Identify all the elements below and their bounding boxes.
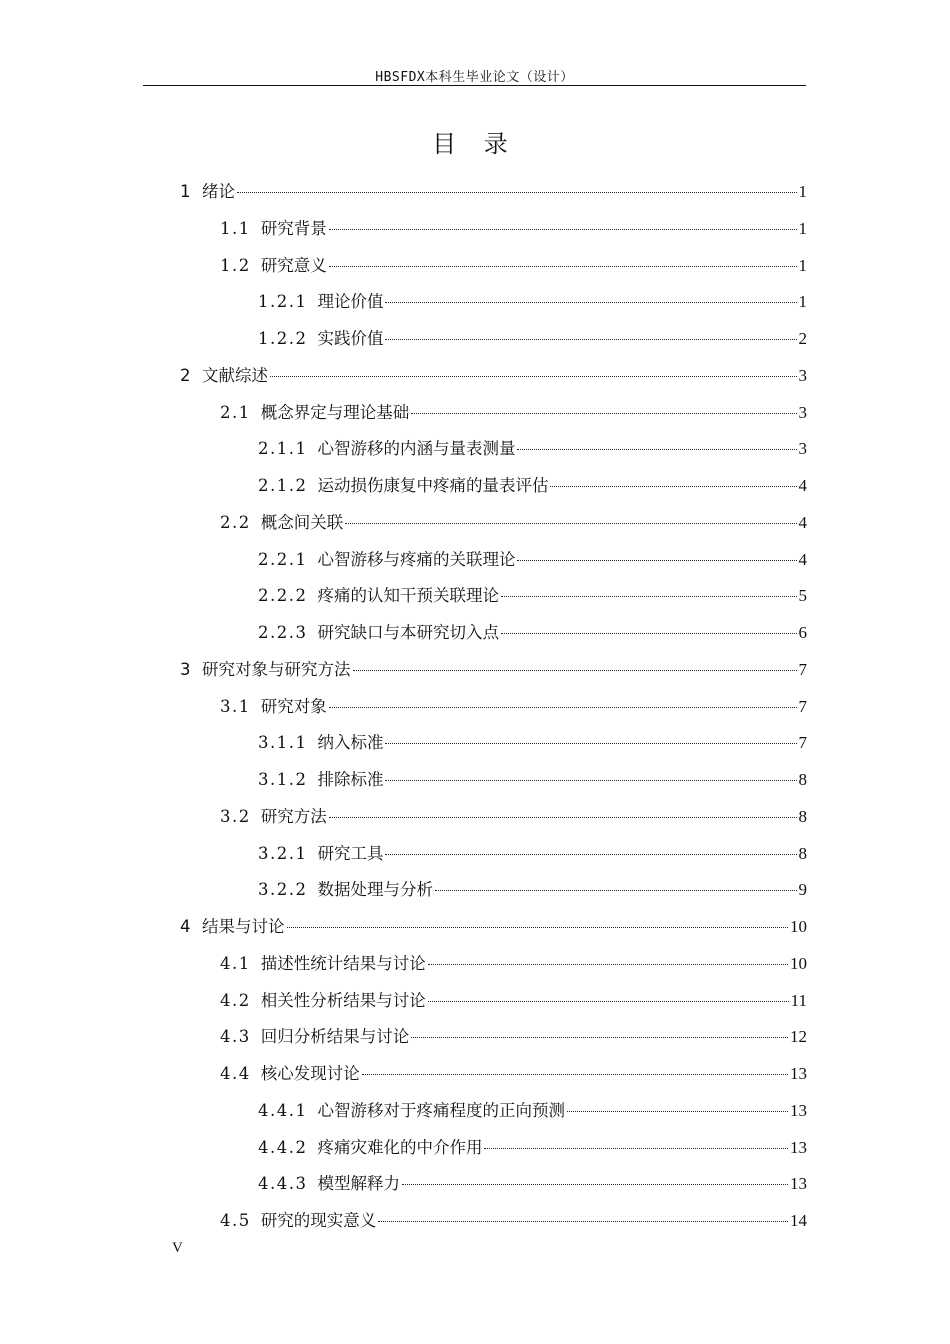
toc-entry-page: 13 xyxy=(790,1100,807,1120)
toc-entry-label xyxy=(258,549,515,571)
toc-entry[interactable] xyxy=(258,879,807,901)
toc-entry-label xyxy=(180,916,285,938)
toc-entry[interactable] xyxy=(258,769,807,791)
toc-entry-page: 10 xyxy=(790,953,807,973)
toc-entry-label xyxy=(180,181,235,203)
toc-entry-title: 心智游移的内涵与量表测量 xyxy=(317,439,516,459)
toc-entry-title: 研究方法 xyxy=(260,806,327,826)
toc-entry-number: 3.1.1 xyxy=(258,733,308,753)
toc-dot-leader xyxy=(237,192,797,193)
toc-dot-leader xyxy=(378,1221,788,1222)
toc-entry-page: 11 xyxy=(790,990,807,1010)
toc-entry-page: 9 xyxy=(798,880,807,900)
toc-entry-number: 4.4 xyxy=(220,1064,251,1083)
toc-entry-page: 8 xyxy=(798,843,807,863)
toc-entry[interactable] xyxy=(180,181,807,203)
toc-entry[interactable] xyxy=(220,1063,807,1085)
toc-entry[interactable] xyxy=(258,1100,807,1122)
toc-entry-page: 4 xyxy=(798,549,807,569)
toc-entry-page: 7 xyxy=(798,696,807,716)
toc-dot-leader xyxy=(428,964,788,965)
toc-entry-number: 2.2.1 xyxy=(258,549,308,569)
toc-entry-number: 3.2 xyxy=(220,806,251,826)
toc-entry-title: 研究对象 xyxy=(260,696,327,716)
toc-dot-leader xyxy=(362,1074,788,1075)
toc-entry-label xyxy=(220,218,327,240)
toc-entry-page: 10 xyxy=(790,917,807,936)
toc-entry-label xyxy=(258,1100,565,1122)
toc-entry[interactable] xyxy=(258,622,807,644)
toc-entry[interactable] xyxy=(220,990,807,1012)
toc-entry-page: 1 xyxy=(798,255,807,275)
toc-entry-title: 纳入标准 xyxy=(317,733,384,753)
toc-entry-title: 概念界定与理论基础 xyxy=(260,402,410,422)
toc-entry-number: 2.1 xyxy=(220,402,251,422)
toc-entry-title: 心智游移与疼痛的关联理论 xyxy=(317,549,516,569)
toc-entry-label xyxy=(220,512,343,534)
toc-entry-number: 1.2.1 xyxy=(258,292,308,312)
toc-entry-number: 4.3 xyxy=(220,1027,251,1047)
toc-entry-title: 描述性统计结果与讨论 xyxy=(260,953,426,973)
toc-entry-number: 2 xyxy=(180,365,192,385)
toc-dot-leader xyxy=(353,670,797,671)
toc-entry[interactable] xyxy=(258,843,807,865)
toc-entry-page: 4 xyxy=(798,476,807,495)
toc-dot-leader xyxy=(287,927,789,928)
toc-dot-leader xyxy=(428,1001,789,1002)
toc-entry-label xyxy=(258,438,515,460)
toc-entry-title: 排除标准 xyxy=(317,770,384,789)
toc-entry[interactable] xyxy=(220,806,807,828)
toc-entry-title: 相关性分析结果与讨论 xyxy=(260,990,426,1010)
toc-entry[interactable] xyxy=(220,1026,807,1048)
toc-entry-number: 4.5 xyxy=(220,1211,251,1230)
toc-entry-number: 2.2.3 xyxy=(258,623,308,642)
toc-entry-title: 理论价值 xyxy=(317,292,384,312)
toc-entry-page: 14 xyxy=(790,1211,807,1230)
toc-entry[interactable] xyxy=(180,659,807,681)
toc-entry-number: 4.4.2 xyxy=(258,1137,308,1157)
toc-title: 目 录 xyxy=(432,130,518,158)
toc-entry-page: 6 xyxy=(798,623,807,642)
toc-entry-number: 2.1.2 xyxy=(258,476,308,495)
toc-dot-leader xyxy=(484,1148,788,1149)
toc-dot-leader xyxy=(550,486,796,487)
toc-entry-label xyxy=(258,585,499,607)
toc-entry-number: 4.2 xyxy=(220,990,251,1010)
toc-entry-number: 1.1 xyxy=(220,218,251,238)
toc-entry[interactable] xyxy=(220,402,807,424)
toc-entry-title: 概念间关联 xyxy=(260,512,344,532)
toc-dot-leader xyxy=(345,523,796,524)
toc-entry-page: 8 xyxy=(798,806,807,826)
toc-entry-number: 3.2.2 xyxy=(258,880,308,900)
toc-dot-leader xyxy=(517,449,796,450)
toc-dot-leader xyxy=(385,780,796,781)
toc-entry-page: 13 xyxy=(790,1064,807,1083)
toc-entry-number: 2.1.1 xyxy=(258,439,308,459)
toc-entry-number: 3 xyxy=(180,659,192,679)
toc-entry-title: 研究意义 xyxy=(260,255,327,275)
toc-entry-label xyxy=(258,475,548,497)
toc-dot-leader xyxy=(270,376,797,377)
toc-entry-title: 研究工具 xyxy=(317,843,384,863)
toc-entry-number: 4 xyxy=(180,917,192,936)
toc-dot-leader xyxy=(329,266,797,267)
toc-entry-title: 心智游移对于疼痛程度的正向预测 xyxy=(317,1100,565,1120)
toc-entry-label xyxy=(220,990,426,1012)
toc-entry[interactable] xyxy=(220,512,807,534)
toc-entry-title: 核心发现讨论 xyxy=(260,1064,360,1083)
toc-entry-number: 3.2.1 xyxy=(258,843,308,863)
toc-entry-label xyxy=(258,769,383,791)
toc-entry[interactable] xyxy=(258,549,807,571)
toc-entry-label xyxy=(220,255,327,277)
toc-entry-page: 13 xyxy=(790,1137,807,1157)
toc-entry-number: 1.2 xyxy=(220,255,251,275)
toc-entry-title: 回归分析结果与讨论 xyxy=(260,1027,410,1047)
toc-dot-leader xyxy=(411,1037,788,1038)
toc-entry-title: 结果与讨论 xyxy=(202,917,285,936)
toc-entry-label xyxy=(220,806,327,828)
toc-entry-label xyxy=(180,365,268,387)
toc-entry-number: 3.1 xyxy=(220,696,251,716)
toc-entry-page: 1 xyxy=(798,182,807,201)
toc-entry-title: 实践价值 xyxy=(317,329,384,348)
toc-entry-page: 1 xyxy=(798,218,807,238)
toc-dot-leader xyxy=(402,1184,788,1185)
toc-entry-label xyxy=(220,402,409,424)
toc-entry[interactable] xyxy=(258,475,807,497)
toc-entry-page: 13 xyxy=(790,1174,807,1194)
toc-dot-leader xyxy=(517,560,796,561)
toc-entry-label xyxy=(220,1210,376,1232)
toc-dot-leader xyxy=(385,854,796,855)
toc-entry-number: 4.1 xyxy=(220,953,251,973)
toc-entry-title: 疼痛灾难化的中介作用 xyxy=(317,1137,483,1157)
toc-dot-leader xyxy=(329,707,797,708)
toc-entry[interactable] xyxy=(180,916,807,938)
toc-dot-leader xyxy=(435,890,797,891)
toc-entry-title: 研究的现实意义 xyxy=(260,1211,377,1230)
toc-entry-label xyxy=(258,328,383,350)
toc-entry-title: 绪论 xyxy=(202,182,235,201)
toc-dot-leader xyxy=(501,596,797,597)
toc-entry[interactable] xyxy=(220,255,807,277)
toc-entry-label xyxy=(258,879,433,901)
toc-entry[interactable] xyxy=(258,438,807,460)
toc-dot-leader xyxy=(385,339,796,340)
toc-entry-label xyxy=(220,1063,360,1085)
toc-entry-label xyxy=(258,622,499,644)
toc-entry-label xyxy=(258,1137,482,1159)
toc-entry-title: 研究背景 xyxy=(260,218,327,238)
toc-entry[interactable] xyxy=(258,732,807,754)
toc-entry[interactable] xyxy=(258,585,807,607)
toc-entry-label xyxy=(258,843,383,865)
toc-entry-page: 3 xyxy=(798,402,807,422)
toc-entry-page: 7 xyxy=(798,659,807,679)
toc-entry-number: 1.2.2 xyxy=(258,329,308,348)
toc-entry[interactable] xyxy=(258,1137,807,1159)
toc-entry-page: 7 xyxy=(798,733,807,753)
toc-entry-title: 文献综述 xyxy=(202,365,268,385)
toc-entry-title: 运动损伤康复中疼痛的量表评估 xyxy=(317,476,549,495)
toc-entry-label xyxy=(180,659,351,681)
toc-entry-number: 3.1.2 xyxy=(258,770,308,789)
toc-dot-leader xyxy=(411,413,796,414)
toc-entry-number: 4.4.3 xyxy=(258,1174,308,1194)
toc-entry[interactable] xyxy=(220,218,807,240)
header-divider xyxy=(143,85,806,86)
toc-dot-leader xyxy=(329,229,797,230)
toc-entry-number: 4.4.1 xyxy=(258,1100,308,1120)
toc-entry-page: 3 xyxy=(798,365,807,385)
toc-entry-label xyxy=(258,291,383,313)
toc-entry-label xyxy=(220,1026,409,1048)
toc-dot-leader xyxy=(385,302,796,303)
toc-entry-title: 模型解释力 xyxy=(317,1174,400,1194)
toc-entry[interactable] xyxy=(258,1173,807,1195)
toc-dot-leader xyxy=(567,1111,788,1112)
toc-entry-page: 2 xyxy=(798,329,807,348)
toc-entry-page: 12 xyxy=(790,1027,807,1047)
toc-entry[interactable] xyxy=(258,328,807,350)
toc-entry-label xyxy=(220,696,327,718)
toc-dot-leader xyxy=(501,633,797,634)
toc-entry-label xyxy=(258,732,383,754)
toc-entry[interactable] xyxy=(258,291,807,313)
toc-entry[interactable] xyxy=(220,696,807,718)
toc-entry-title: 数据处理与分析 xyxy=(317,880,433,900)
toc-entry-page: 5 xyxy=(798,586,807,606)
toc-dot-leader xyxy=(385,743,796,744)
toc-entry-label xyxy=(220,953,426,975)
toc-dot-leader xyxy=(329,817,797,818)
toc-entry-title: 研究对象与研究方法 xyxy=(202,659,351,679)
toc-entry[interactable] xyxy=(220,1210,807,1232)
toc-entry-number: 2.2 xyxy=(220,512,251,532)
toc-entry-page: 4 xyxy=(798,512,807,532)
footer-page-number: V xyxy=(172,1240,183,1256)
toc-entry-page: 3 xyxy=(798,439,807,459)
toc-entry-number: 1 xyxy=(180,182,192,201)
toc-entry-page: 1 xyxy=(798,292,807,312)
toc-entry-title: 疼痛的认知干预关联理论 xyxy=(317,586,499,606)
running-header: HBSFDX本科生毕业论文（设计） xyxy=(375,70,574,85)
toc-entry-label xyxy=(258,1173,400,1195)
toc-entry[interactable] xyxy=(220,953,807,975)
toc-entry-page: 8 xyxy=(798,770,807,789)
toc-entry-number: 2.2.2 xyxy=(258,586,308,606)
toc-entry[interactable] xyxy=(180,365,807,387)
toc-entry-title: 研究缺口与本研究切入点 xyxy=(317,623,499,642)
